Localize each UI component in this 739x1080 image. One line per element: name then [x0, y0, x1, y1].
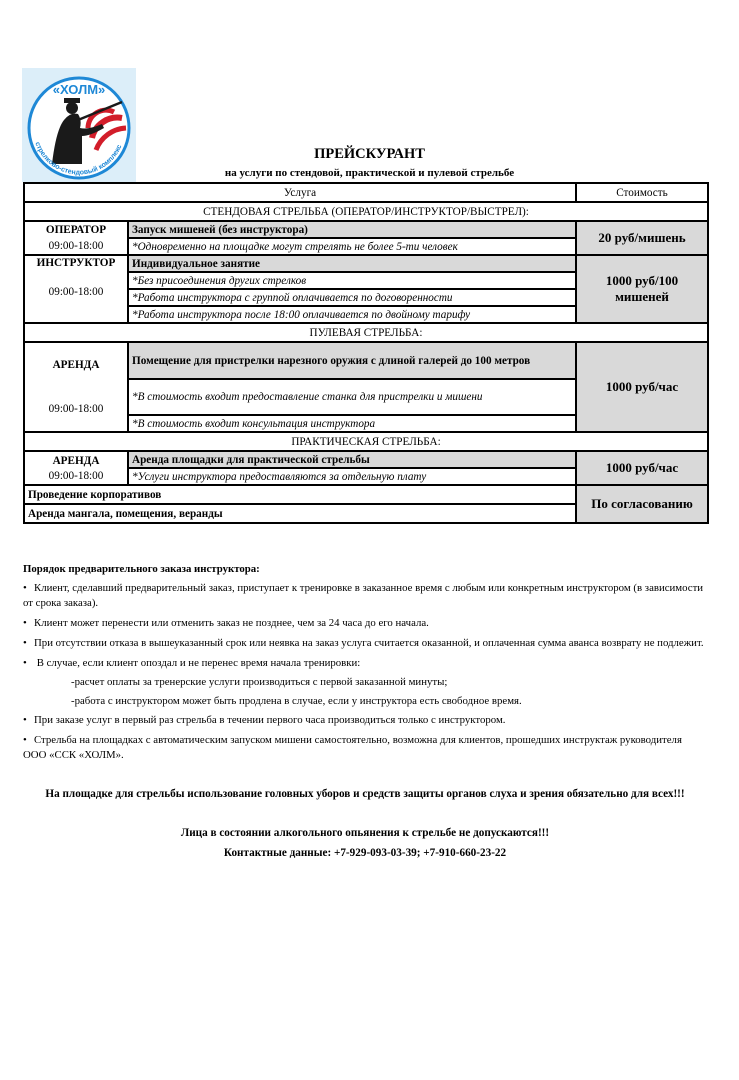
header-service: Услуга [24, 183, 576, 202]
notes-heading: Порядок предварительного заказа инструктора: [23, 563, 260, 575]
rent2-hours: 09:00-18:00 [48, 469, 104, 482]
operator-note: *Одновременно на площадке могут стрелять не более 5-ти человек [128, 238, 576, 255]
bbq-rent-service: Аренда мангала, помещения, веранды [24, 504, 576, 523]
bullet-icon: • [23, 582, 27, 594]
holm-logo [22, 68, 136, 182]
instructor-note-2: *Работа инструктора с группой оплачивается по договоренности [128, 289, 576, 306]
agreement-price: По согласованию [576, 485, 708, 523]
bullet-icon: • [23, 734, 27, 746]
operator-service: Запуск мишеней (без инструктора) [128, 221, 576, 238]
instructor-note-3: *Работа инструктора после 18:00 оплачивается по двойному тарифу [128, 306, 576, 323]
note-item [23, 656, 707, 671]
note-text-4: В случае, если клиент опоздал и не перенес время начала тренировки: [36, 657, 361, 669]
rent2-label: АРЕНДА [52, 454, 100, 467]
rent1-cell [24, 342, 128, 432]
rent1-note-2: *В стоимость входит консультация инструктора [128, 415, 576, 432]
instructor-service: Индивидуальное занятие [128, 255, 576, 272]
operator-hours: 09:00-18:00 [48, 240, 104, 252]
rent1-hours: 09:00-18:00 [48, 403, 104, 415]
note-item [23, 581, 707, 611]
rent2-price: 1000 руб/час [576, 451, 708, 485]
rent2-note: *Услуги инструктора предоставляются за отдельную плату [128, 468, 576, 485]
operator-label: ОПЕРАТОР [45, 224, 107, 236]
contacts: Контактные данные: +7-929-093-03-39; +7-910-660-23-22 [223, 847, 507, 859]
logo-name: «ХОЛМ» [52, 82, 106, 97]
note-item [23, 733, 707, 763]
note-text-2: Клиент может перенести или отменить заказ не позднее, чем за 24 часа до его начала. [34, 617, 429, 629]
note-item [23, 713, 707, 728]
section-practical-shooting: ПРАКТИЧЕСКАЯ СТРЕЛЬБА: [24, 432, 708, 451]
header-price: Стоимость [576, 183, 708, 202]
logo-arc-text: стрелково-стендовый комплекс [33, 141, 124, 177]
section-trap-shooting: СТЕНДОВАЯ СТРЕЛЬБА (ОПЕРАТОР/ИНСТРУКТОР/ВЫСТРЕЛ): [24, 202, 708, 221]
instructor-note-1: *Без присоединения других стрелков [128, 272, 576, 289]
rent1-label: АРЕНДА [52, 359, 100, 371]
price-table [23, 182, 709, 524]
section-rifle-shooting: ПУЛЕВАЯ СТРЕЛЬБА: [24, 323, 708, 342]
bullet-icon: • [23, 637, 27, 649]
page-subtitle: на услуги по стендовой, практической и пулевой стрельбе [224, 167, 515, 179]
note-item [23, 636, 707, 651]
instructor-hours: 09:00-18:00 [48, 286, 104, 298]
bullet-icon: • [23, 657, 27, 669]
instructor-label: ИНСТРУКТОР [36, 257, 116, 269]
bullet-icon: • [23, 714, 27, 726]
rent2-service: Аренда площадки для практической стрельбы [128, 451, 576, 468]
note-text-5: При заказе услуг в первый раз стрельба в течении первого часа производиться только с инструктором. [34, 714, 506, 726]
alcohol-warning: Лица в состоянии алкогольного опьянения к стрельбе не допускаются!!! [180, 827, 550, 839]
note-text-1: Клиент, сделавший предварительный заказ, приступает к тренировке в заказанное время с любым или конкретным инструктором (в зависимости от срока заказа). [23, 582, 704, 609]
note-subitem-2: -работа с инструктором может быть продлена в случае, если у инструктора есть свободное время. [71, 695, 522, 707]
bullet-icon: • [23, 617, 27, 629]
booking-notes [23, 562, 707, 768]
note-text-3: При отсутствии отказа в вышеуказанный срок или неявка на заказ услуга считается оказанной, и оплаченная сумма аванса возврату не подлежит. [34, 637, 704, 649]
table-header-row [24, 183, 708, 202]
rent1-note-1: *В стоимость входит предоставление станка для пристрелки и мишени [128, 379, 576, 415]
instructor-price: 1000 руб/100 мишеней [576, 255, 708, 323]
instructor-cell [24, 255, 128, 323]
corporate-service: Проведение корпоративов [24, 485, 576, 504]
operator-price: 20 руб/мишень [576, 221, 708, 255]
note-item [23, 616, 707, 631]
note-subitem-1: -расчет оплаты за тренерские услуги производиться с первой заказанной минуты; [71, 676, 448, 688]
rent1-price: 1000 руб/час [576, 342, 708, 432]
rent2-cell [24, 451, 128, 485]
safety-warning: На площадке для стрельбы использование головных уборов и средств защиты органов слуха и зрения обязательно для всех!!! [45, 788, 685, 800]
rent1-service: Помещение для пристрелки нарезного оружия с длиной галерей до 100 метров [128, 342, 576, 379]
note-text-6: Стрельба на площадках с автоматическим запуском мишени самостоятельно, возможна для клиентов, прошедших инструктаж руководителя ООО «ССК «ХОЛМ». [23, 734, 682, 761]
page-title: ПРЕЙСКУРАНТ [314, 146, 425, 162]
operator-cell [24, 221, 128, 255]
